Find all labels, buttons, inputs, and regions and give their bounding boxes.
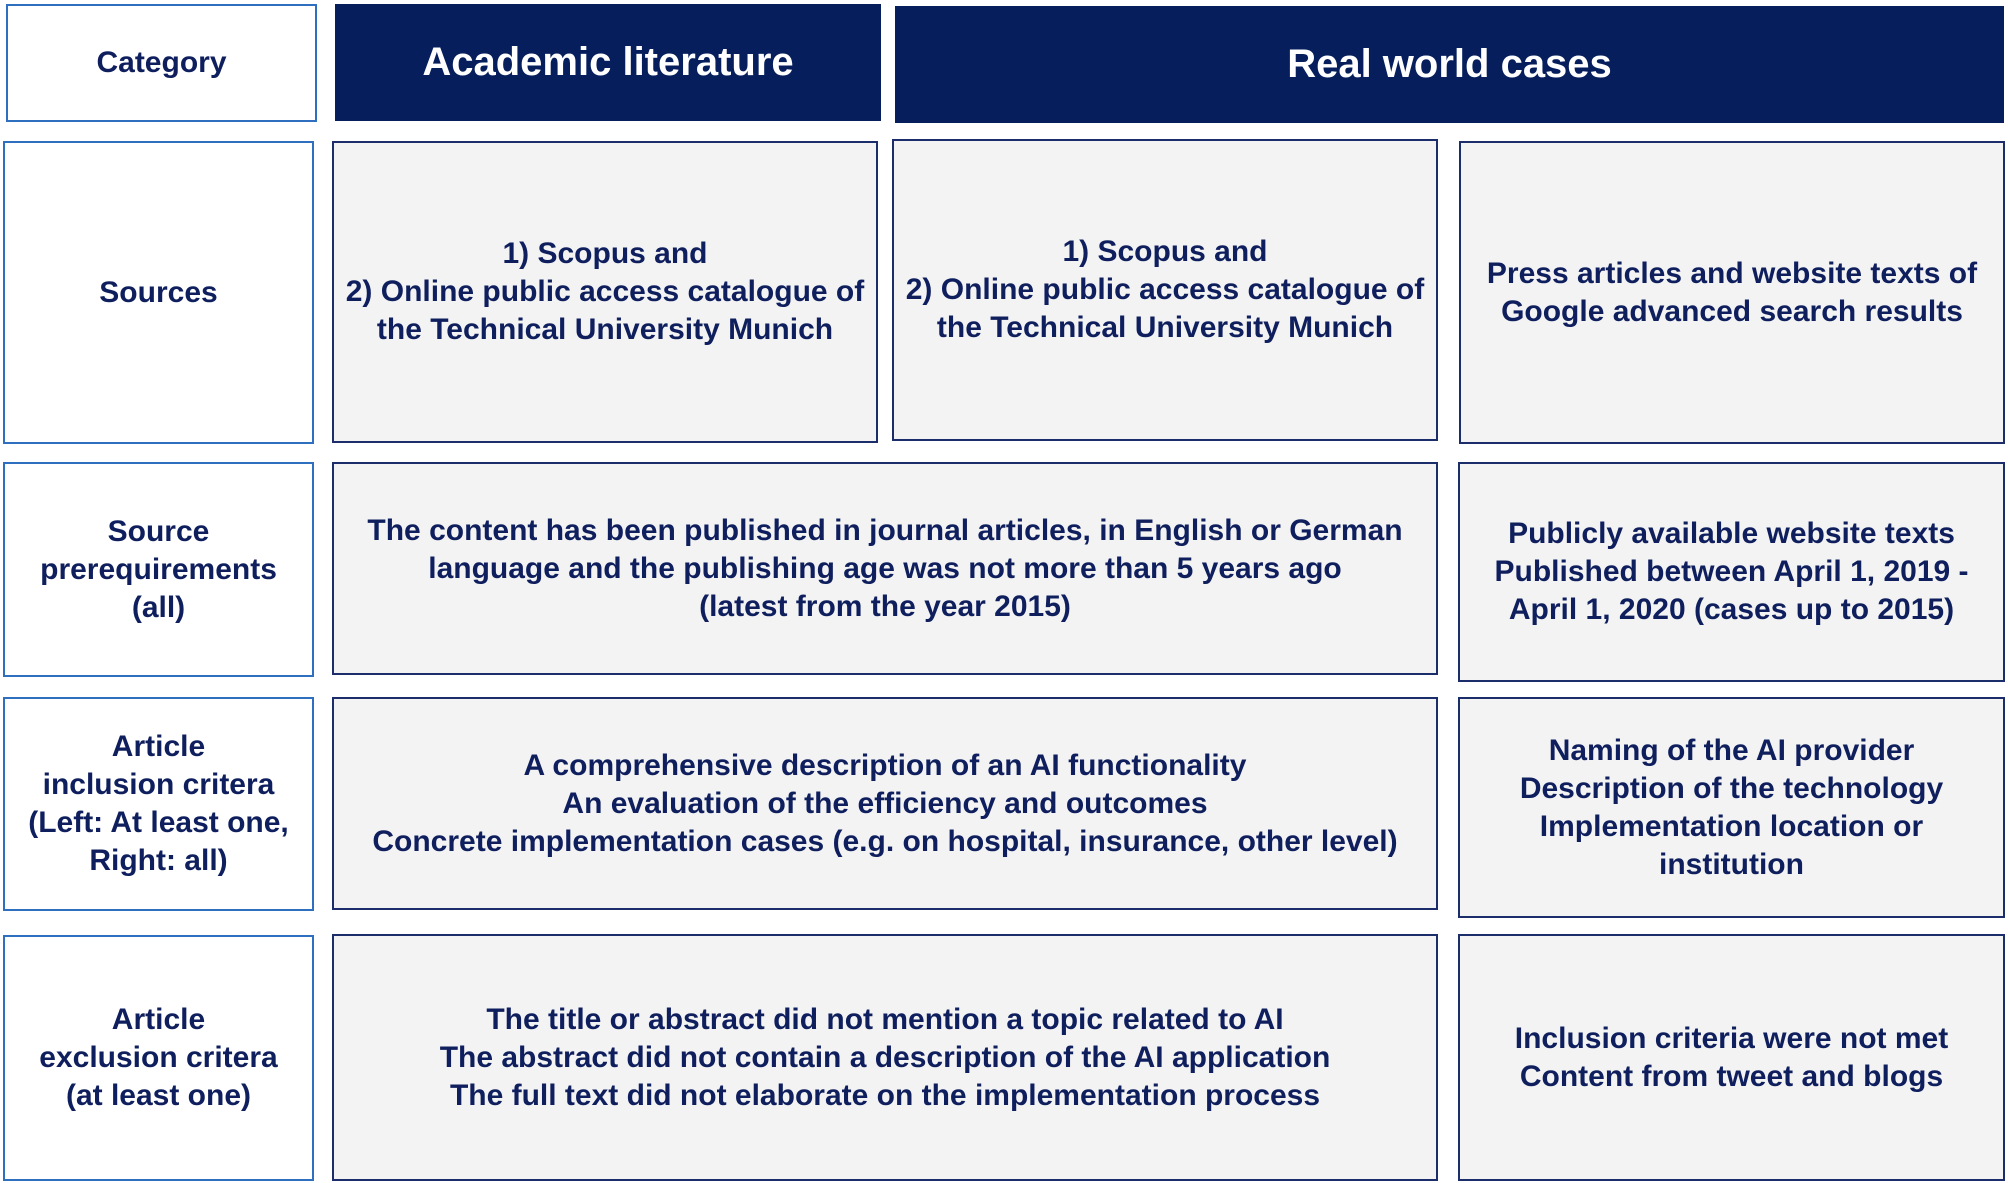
inclusion-academic-line: An evaluation of the efficiency and outcomes — [562, 786, 1208, 820]
sources-label-text: Sources — [99, 275, 218, 309]
sources-real-world-left-line: 2) Online public access catalogue of — [905, 273, 1425, 306]
prerequirements-academic-line: The content has been published in journal articles, in English or German — [367, 513, 1403, 547]
inclusion-real-world-cell — [1458, 697, 2005, 918]
prerequirements-real-world-line: April 1, 2020 (cases up to 2015) — [1508, 593, 1955, 626]
inclusion-real-world-line: Description of the technology — [1519, 771, 1944, 805]
academic-literature-header — [335, 4, 881, 121]
prerequirements-academic-line: (latest from the year 2015) — [699, 589, 1071, 623]
exclusion-academic-line: The title or abstract did not mention a topic related to AI — [486, 1002, 1284, 1036]
sources-label — [3, 141, 314, 444]
sources-academic-line: 2) Online public access catalogue of — [345, 275, 865, 308]
inclusion-academic-line: Concrete implementation cases (e.g. on hospital, insurance, other level) — [372, 824, 1398, 858]
category-header-text: Category — [96, 46, 227, 79]
inclusion-academic-line: A comprehensive description of an AI functionality — [523, 748, 1247, 782]
exclusion-label-line: exclusion critera — [39, 1041, 278, 1074]
exclusion-real-world-cell — [1458, 934, 2005, 1181]
exclusion-academic-line: The abstract did not contain a description of the AI application — [439, 1040, 1331, 1074]
inclusion-academic-cell — [332, 697, 1438, 910]
real-world-cases-header-text: Real world cases — [1287, 42, 1612, 86]
inclusion-real-world-line: Implementation location or — [1539, 809, 1924, 843]
exclusion-label-line: Article — [111, 1003, 206, 1036]
academic-literature-header-text: Academic literature — [422, 40, 794, 84]
real-world-cases-header — [895, 6, 2004, 123]
exclusion-label — [3, 935, 314, 1181]
prerequirements-real-world-cell — [1458, 462, 2005, 682]
sources-academic-cell — [332, 141, 878, 443]
inclusion-label-line: (Left: At least one, — [28, 806, 289, 839]
prerequirements-real-world-line: Publicly available website texts — [1508, 517, 1955, 550]
prerequirements-real-world-line: Published between April 1, 2019 - — [1494, 555, 1969, 588]
sources-real-world-right-line: Google advanced search results — [1501, 294, 1963, 328]
sources-real-world-left-cell — [892, 139, 1438, 441]
inclusion-label-line: Article — [111, 730, 206, 763]
inclusion-label-line: inclusion critera — [42, 768, 275, 801]
sources-real-world-left-line: the Technical University Munich — [936, 311, 1394, 344]
exclusion-label-line: (at least one) — [65, 1079, 252, 1112]
inclusion-label-line: Right: all) — [89, 844, 228, 877]
exclusion-academic-line: The full text did not elaborate on the implementation process — [449, 1078, 1321, 1112]
category-header — [6, 4, 317, 122]
sources-real-world-left-line: 1) Scopus and — [1062, 235, 1268, 268]
prerequirements-academic-line: language and the publishing age was not more than 5 years ago — [428, 551, 1342, 585]
sources-real-world-right-line: Press articles and website texts of — [1486, 256, 1978, 290]
sources-academic-line: the Technical University Munich — [376, 313, 834, 346]
prerequirements-academic-cell — [332, 462, 1438, 675]
exclusion-real-world-line: Inclusion criteria were not met — [1514, 1021, 1949, 1055]
inclusion-label — [3, 697, 314, 911]
prerequirements-label-line: prerequirements — [40, 552, 277, 586]
exclusion-academic-cell — [332, 934, 1438, 1181]
sources-real-world-right-cell — [1459, 141, 2005, 444]
sources-academic-line: 1) Scopus and — [502, 237, 708, 270]
prerequirements-label — [3, 462, 314, 677]
exclusion-real-world-line: Content from tweet and blogs — [1519, 1059, 1944, 1093]
prerequirements-label-line: (all) — [131, 590, 186, 624]
inclusion-real-world-line: Naming of the AI provider — [1548, 733, 1915, 767]
inclusion-real-world-line: institution — [1659, 847, 1804, 881]
prerequirements-label-line: Source — [107, 514, 210, 548]
